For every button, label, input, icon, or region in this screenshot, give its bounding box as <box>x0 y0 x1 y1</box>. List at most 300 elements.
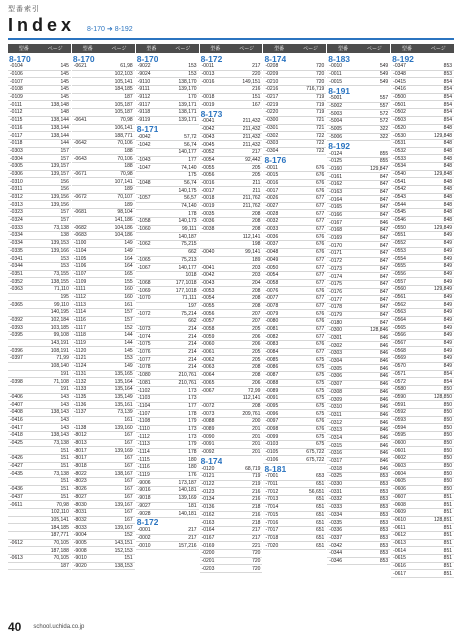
model-number: -0541 <box>393 178 406 185</box>
page-ref: 853 <box>379 504 389 511</box>
index-entry <box>327 150 390 158</box>
page-ref: 677 <box>315 264 325 271</box>
model-number: -1117 <box>73 324 86 331</box>
page-ref: 102,103 <box>114 71 133 78</box>
model-number: -8033 <box>73 524 87 531</box>
model-number: -0397 <box>10 355 23 362</box>
index-entry <box>136 487 199 495</box>
index-entry <box>136 226 199 234</box>
model-number: -0351 <box>10 270 23 277</box>
index-entry <box>8 478 71 486</box>
page-ref: 144 <box>124 332 133 339</box>
section-heading <box>263 155 326 164</box>
model-number: -0103 <box>265 441 279 448</box>
model-number: -0398 <box>10 378 23 385</box>
model-number: -5002 <box>329 103 343 110</box>
model-number: -0161 <box>329 173 343 180</box>
page-ref: 177 <box>188 402 197 409</box>
page-ref: 112,141 <box>242 395 261 402</box>
index-entry <box>72 555 135 563</box>
page-ref: 139,157 <box>50 163 69 170</box>
model-number: -0091 <box>265 395 279 402</box>
model-number: -8018 <box>73 463 87 470</box>
model-number: -1047 <box>137 164 151 171</box>
model-number: -0616 <box>393 563 406 570</box>
model-number: -0615 <box>393 555 406 562</box>
model-number: -0053 <box>201 287 215 294</box>
model-number: -0532 <box>393 147 406 154</box>
page-ref: 216 <box>252 511 261 518</box>
index-entry <box>136 395 199 403</box>
model-number: -0427 <box>10 463 23 470</box>
index-entry <box>8 294 71 302</box>
page-ref: 847 <box>379 212 389 219</box>
index-entry <box>72 447 135 455</box>
index-entry <box>391 140 454 148</box>
model-number: -0175 <box>329 281 343 288</box>
model-number: -1105 <box>73 255 87 262</box>
index-rows <box>263 54 326 550</box>
model-number: -0606 <box>393 486 406 493</box>
page-ref: 128,851 <box>433 516 453 523</box>
index-rows <box>136 54 199 550</box>
index-entry <box>327 496 390 504</box>
index-entry <box>72 517 135 525</box>
section-code: 8-192 <box>328 142 351 149</box>
section-heading <box>136 518 199 527</box>
index-entry <box>72 71 135 79</box>
model-number: -0220 <box>265 109 279 116</box>
page-ref: 676 <box>315 249 325 256</box>
index-entry <box>72 478 135 486</box>
page-ref: 846 <box>379 458 389 465</box>
index-entry <box>136 403 199 411</box>
page-ref: 722 <box>315 132 325 139</box>
index-entry <box>200 496 263 504</box>
page-ref: 849 <box>443 332 453 339</box>
section-heading <box>200 54 263 63</box>
page-ref: 208 <box>252 402 261 409</box>
model-number: -1116 <box>73 317 86 324</box>
page-ref: 71,110 <box>53 286 69 293</box>
model-number: -1078 <box>137 364 151 371</box>
index-entry <box>327 242 390 250</box>
index-entry <box>8 201 71 209</box>
model-number: -0417 <box>10 424 23 431</box>
model-number: -9112 <box>137 94 151 101</box>
index-entry <box>327 389 390 397</box>
index-entry <box>391 178 454 186</box>
page-ref: 140,177 <box>178 149 197 156</box>
page-ref: 854 <box>443 378 453 385</box>
page-ref: 108,191 <box>50 347 69 354</box>
index-entry <box>8 132 71 140</box>
model-number: -1075 <box>137 341 151 348</box>
page-ref: 677 <box>315 195 325 202</box>
page-ref: 139,156 <box>50 194 69 201</box>
model-number: -1115 <box>137 456 150 463</box>
index-entry <box>200 349 263 357</box>
index-entry <box>72 194 135 202</box>
page-ref: 677 <box>315 210 325 217</box>
page-ref: 854 <box>443 94 453 101</box>
index-entry <box>72 278 135 286</box>
index-entry <box>263 303 326 311</box>
index-entry <box>72 378 135 386</box>
index-entry <box>391 371 454 379</box>
model-number: -0352 <box>10 278 23 285</box>
index-entry <box>327 258 390 266</box>
page-ref: 217 <box>252 63 261 70</box>
page-ref: 73,138 <box>53 470 69 477</box>
section-code: 8-172 <box>136 519 159 526</box>
index-entry <box>263 117 326 125</box>
page-ref: 847 <box>379 273 389 280</box>
page-ref: 140,195 <box>50 309 69 316</box>
index-entry <box>72 440 135 448</box>
index-column <box>136 44 199 578</box>
page-ref: 129,849 <box>433 224 453 231</box>
index-entry <box>8 509 71 517</box>
index-entry <box>263 172 326 180</box>
model-number: -5005 <box>329 126 343 133</box>
model-number: -0168 <box>329 227 343 234</box>
page-ref: 846 <box>379 219 389 226</box>
index-entry <box>391 163 454 171</box>
header-code-label: 型番 <box>401 46 412 52</box>
page-ref: 143 <box>60 424 69 431</box>
page-ref: 211,432 <box>242 118 261 125</box>
model-number: -0210 <box>265 78 279 85</box>
model-number: -0060 <box>201 341 215 348</box>
page-ref: 187,188 <box>50 547 69 554</box>
model-number: -1068 <box>137 279 151 286</box>
page-ref: 651 <box>315 511 325 518</box>
index-entry <box>327 134 390 142</box>
header-page-label: ページ <box>303 46 319 52</box>
model-number: -0563 <box>393 309 406 316</box>
index-entry <box>200 195 263 203</box>
page-ref: 850 <box>443 486 453 493</box>
model-number: -1058 <box>137 218 151 225</box>
index-entry <box>263 241 326 249</box>
page-ref: 157 <box>60 209 69 216</box>
page-ref: 138,170 <box>178 78 197 85</box>
model-number: -0016 <box>265 179 279 186</box>
index-entry <box>327 166 390 174</box>
model-number: -0600 <box>393 440 406 447</box>
page-ref: 214 <box>188 364 197 371</box>
index-entry <box>200 449 263 457</box>
index-entry <box>391 309 454 317</box>
index-entry <box>327 404 390 412</box>
model-number: -1116 <box>137 464 150 471</box>
model-number: -0064 <box>201 372 215 379</box>
model-number: -0556 <box>393 270 406 277</box>
model-number: -0098 <box>265 425 279 432</box>
model-number: -0041 <box>201 118 215 125</box>
page-ref: 205 <box>252 172 261 179</box>
page-ref: 662 <box>188 318 197 325</box>
model-number: -0174 <box>329 273 343 280</box>
page-ref: 847 <box>379 242 389 249</box>
index-entry <box>8 540 71 548</box>
index-entry <box>8 524 71 532</box>
section-code: 8-173 <box>200 110 223 117</box>
model-number: -0323 <box>10 209 23 216</box>
model-number: -0036 <box>265 233 279 240</box>
page-ref: 75,215 <box>181 241 197 248</box>
index-entry <box>72 255 135 263</box>
index-entry <box>72 455 135 463</box>
model-number: -9016 <box>137 487 151 494</box>
index-entry <box>200 387 263 395</box>
model-number: -0166 <box>329 212 343 219</box>
model-number: -0306 <box>10 170 23 177</box>
index-entry <box>200 481 263 489</box>
model-number: -0170 <box>329 242 343 249</box>
index-entry <box>200 94 263 102</box>
index-entry <box>200 71 263 79</box>
page-ref: 210,761 <box>178 379 197 386</box>
index-entry <box>327 442 390 450</box>
index-entry <box>327 504 390 512</box>
model-number: -0344 <box>10 263 23 270</box>
index-entry <box>200 542 263 550</box>
model-number: -0026 <box>265 195 279 202</box>
page-ref: 165 <box>124 270 133 277</box>
index-entry <box>327 519 390 527</box>
model-number: -0393 <box>10 324 23 331</box>
page-ref: 549 <box>379 78 389 85</box>
index-entry <box>72 63 135 71</box>
page-ref: 187,771 <box>50 532 69 539</box>
index-entry <box>136 164 199 172</box>
model-number: -0313 <box>329 427 343 434</box>
index-entry <box>136 433 199 441</box>
page-ref: 849 <box>443 355 453 362</box>
model-number: -0082 <box>265 333 279 340</box>
page-ref: 851 <box>443 493 453 500</box>
index-entry <box>263 456 326 464</box>
page-ref: 205 <box>252 356 261 363</box>
page-ref: 853 <box>379 481 389 488</box>
index-entry <box>136 380 199 388</box>
model-number: -0059 <box>201 333 215 340</box>
model-number: -0348 <box>393 71 406 78</box>
page-ref: 719 <box>315 109 325 116</box>
index-entry <box>72 132 135 140</box>
model-number: -0416 <box>10 416 23 423</box>
model-number: -1073 <box>137 326 151 333</box>
model-number: -0310 <box>10 178 23 185</box>
page-ref: 167 <box>124 463 133 470</box>
page-ref: 676 <box>315 172 325 179</box>
index-entry <box>72 201 135 209</box>
index-entry <box>200 86 263 94</box>
index-entry <box>200 287 263 295</box>
model-number: -0681 <box>73 209 87 216</box>
model-number: -0010 <box>137 542 151 549</box>
index-entry <box>263 310 326 318</box>
page-ref: 677 <box>315 226 325 233</box>
page-ref: 848 <box>443 124 453 131</box>
index-column <box>263 44 326 578</box>
model-number: -0085 <box>265 356 279 363</box>
model-number: -0167 <box>201 534 215 541</box>
index-column <box>200 44 263 578</box>
page-ref: 57,72 <box>184 133 197 140</box>
model-number: -0603 <box>393 463 406 470</box>
index-entry <box>263 410 326 418</box>
model-number: -8012 <box>73 432 87 439</box>
page-ref: 846 <box>379 404 389 411</box>
index-entry <box>263 140 326 148</box>
page-ref: 178 <box>188 210 197 217</box>
page-ref: 167 <box>124 478 133 485</box>
page-ref: 195 <box>60 293 69 300</box>
model-number: -0052 <box>201 149 215 156</box>
model-number: -1132 <box>73 378 87 385</box>
model-number: -0540 <box>393 170 406 177</box>
page-ref: 178 <box>188 449 197 456</box>
index-entry <box>391 555 454 563</box>
model-number: -0077 <box>265 295 279 302</box>
index-entry <box>136 117 199 125</box>
page-ref: 201 <box>252 425 261 432</box>
model-number: -0568 <box>393 347 406 354</box>
column-header <box>263 44 326 53</box>
model-number: -0084 <box>265 349 279 356</box>
index-entry <box>8 255 71 263</box>
page-ref: 152 <box>124 532 133 539</box>
section-code: 8-170 <box>136 55 159 62</box>
page-ref: 848 <box>443 201 453 208</box>
page-ref: 204 <box>252 279 261 286</box>
page-ref: 847 <box>379 196 389 203</box>
index-entry <box>263 195 326 203</box>
model-number: -0107 <box>10 78 23 85</box>
index-entry <box>200 303 263 311</box>
page-ref: 651 <box>315 481 325 488</box>
model-number: -0092 <box>201 449 215 456</box>
page-ref: 851 <box>443 509 453 516</box>
page-ref: 572 <box>379 118 389 125</box>
page-ref: 214 <box>188 333 197 340</box>
page-ref: 201 <box>252 441 261 448</box>
model-number: -0169 <box>201 542 215 549</box>
page-ref: 153 <box>188 63 197 70</box>
index-entry <box>8 78 71 86</box>
index-entry <box>391 317 454 325</box>
index-entry <box>327 365 390 373</box>
page-ref: 206 <box>252 333 261 340</box>
section-heading <box>327 86 390 95</box>
index-entry <box>263 418 326 426</box>
page-ref: 848 <box>443 178 453 185</box>
header-code-label: 型番 <box>146 46 157 52</box>
index-entry <box>327 473 390 481</box>
model-number: -0120 <box>201 465 215 472</box>
index-entry <box>327 250 390 258</box>
model-number: -1077 <box>137 356 151 363</box>
index-entry <box>327 358 390 366</box>
index-entry <box>72 470 135 478</box>
page-ref: 141,186 <box>114 217 133 224</box>
page-ref: 221 <box>252 542 261 549</box>
page-ref: 152,153 <box>114 547 133 554</box>
page-ref: 201 <box>252 449 261 456</box>
index-entry <box>200 78 263 86</box>
model-number: -0134 <box>201 496 215 503</box>
page-ref: 164 <box>124 263 133 270</box>
index-entry <box>200 326 263 334</box>
page-ref: 149 <box>124 363 133 370</box>
page-ref: 75,213 <box>181 256 197 263</box>
page-ref: 177,1018 <box>175 279 197 286</box>
index-rows <box>72 54 135 570</box>
index-entry <box>136 233 199 241</box>
page-ref: 148 <box>60 109 69 116</box>
index-entry <box>391 232 454 240</box>
model-number: -1060 <box>137 226 151 233</box>
page-ref: 176 <box>188 472 197 479</box>
index-entry <box>263 203 326 211</box>
index-entry <box>263 496 326 504</box>
model-number: -0542 <box>393 186 406 193</box>
page-ref: 160 <box>124 293 133 300</box>
index-entry <box>72 563 135 571</box>
page-ref: 105,187 <box>114 109 133 116</box>
page-ref: 719 <box>252 473 261 480</box>
page-ref: 138,171 <box>178 109 197 116</box>
model-number: -0310 <box>329 404 343 411</box>
model-number: -0594 <box>393 424 406 431</box>
index-rows <box>391 54 454 578</box>
page-ref: 677 <box>315 349 325 356</box>
index-entry <box>8 417 71 425</box>
model-number: -0672 <box>73 194 87 201</box>
index-entry <box>200 488 263 496</box>
index-entry <box>391 394 454 402</box>
index-entry <box>136 109 199 117</box>
model-number: -0435 <box>10 470 23 477</box>
model-number: -0570 <box>393 363 406 370</box>
page-ref: 675 <box>315 364 325 371</box>
model-number: -0344 <box>329 550 343 557</box>
page-ref: 155 <box>124 278 133 285</box>
page-ref: 98,104 <box>117 209 133 216</box>
page-ref: 851 <box>443 524 453 531</box>
page-ref: 853 <box>379 557 389 564</box>
page-ref: 850 <box>443 416 453 423</box>
index-entry <box>391 355 454 363</box>
page-ref: 177 <box>188 156 197 163</box>
page-ref: 847 <box>379 296 389 303</box>
page-ref: 847 <box>379 281 389 288</box>
model-number: -0605 <box>393 478 406 485</box>
index-entry <box>327 266 390 274</box>
index-entry <box>8 517 71 525</box>
section-heading <box>8 54 71 63</box>
index-entry <box>327 196 390 204</box>
page-ref: 853 <box>379 527 389 534</box>
model-number: -1111 <box>73 286 86 293</box>
model-number: -0058 <box>265 279 279 286</box>
index-entry <box>391 532 454 540</box>
page-ref: 173 <box>188 433 197 440</box>
model-number: -0337 <box>329 534 343 541</box>
